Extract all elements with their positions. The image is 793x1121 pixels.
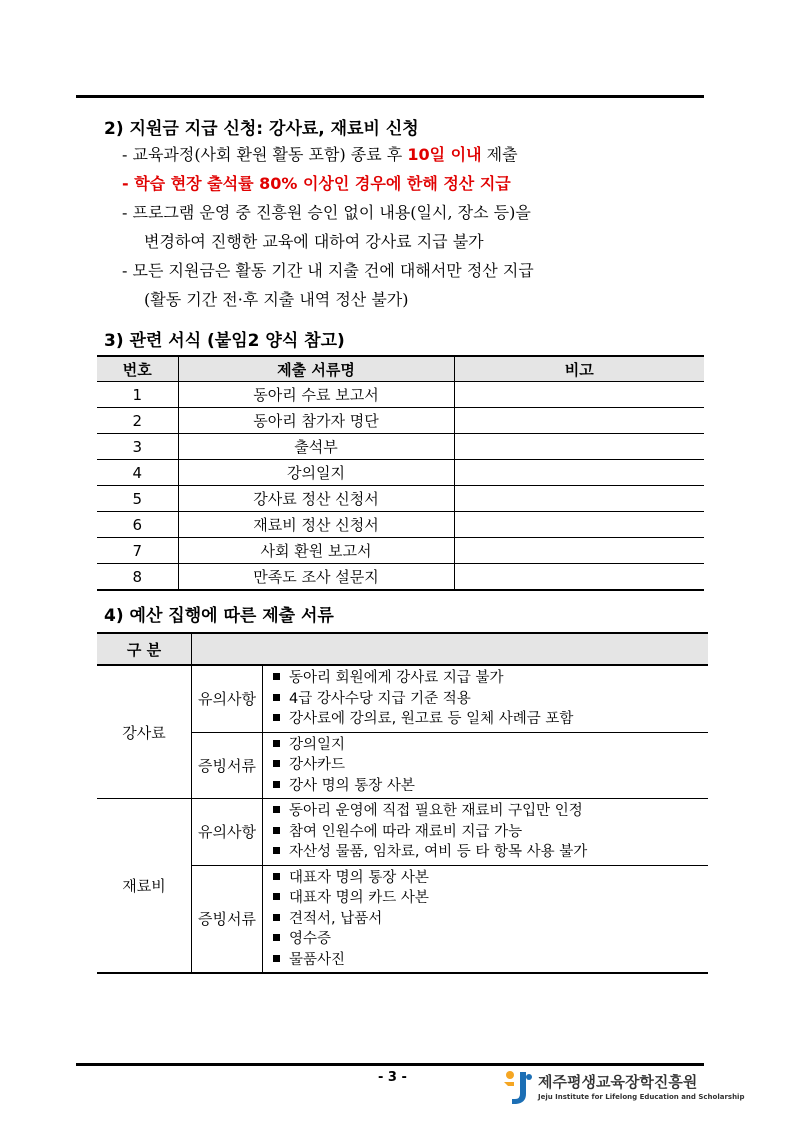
item-text: 강의일지 — [289, 736, 346, 753]
black-square-icon — [273, 714, 280, 721]
col-category: 구 분 — [97, 633, 192, 665]
list-item — [273, 755, 708, 776]
list-item — [273, 776, 708, 797]
org-subtitle: Jeju Institute for Lifelong Education and Scholarship — [538, 1093, 745, 1101]
black-square-icon — [273, 740, 280, 747]
item-text: 강사카드 — [289, 757, 346, 773]
notes-label: 유의사항 — [192, 665, 263, 732]
black-square-icon — [273, 673, 280, 680]
item-text: 4급 강사수당 지급 기준 적용 — [289, 690, 471, 707]
cell-name: 사회 환원 보고서 — [178, 538, 454, 564]
black-square-icon — [273, 760, 280, 767]
item-text: 자산성 물품, 임차료, 여비 등 타 항목 사용 불가 — [289, 844, 588, 860]
cell-note — [454, 538, 704, 564]
cell-name: 만족도 조사 설문지 — [178, 564, 454, 591]
org-logo-icon — [500, 1068, 534, 1106]
budget-docs-table — [97, 632, 708, 974]
top-rule — [76, 95, 704, 98]
list-item — [273, 822, 708, 843]
notes-list — [263, 799, 709, 866]
table-row — [97, 665, 708, 732]
proof-label: 증빙서류 — [192, 732, 263, 799]
item-text: 참여 인원수에 따라 재료비 지급 가능 — [289, 823, 523, 840]
forms-table — [97, 355, 704, 591]
cell-note — [454, 564, 704, 591]
cell-no: 2 — [97, 408, 178, 434]
black-square-icon — [273, 847, 280, 854]
cell-no: 8 — [97, 564, 178, 591]
section4-title: 4) 예산 집행에 따른 제출 서류 — [104, 606, 334, 626]
cell-name: 동아리 참가자 명단 — [178, 408, 454, 434]
deadline-highlight: 10일 이내 — [407, 145, 482, 164]
col-note: 비고 — [454, 356, 704, 382]
section2-title: 2) 지원금 지급 신청: 강사료, 재료비 신청 — [104, 119, 419, 139]
item-text: 강사료에 강의료, 원고료 등 일체 사례금 포함 — [289, 711, 574, 727]
list-item — [273, 950, 708, 971]
bullet-text: - 교육과정(사회 환원 활동 포함) 종료 후 — [122, 145, 408, 164]
category-material-fee: 재료비 — [97, 799, 192, 974]
col-number: 번호 — [97, 356, 178, 382]
page-number: - 3 - — [378, 1070, 407, 1085]
cell-note — [454, 512, 704, 538]
item-text: 동아리 회원에게 강사료 지급 불가 — [289, 670, 504, 686]
cell-name: 출석부 — [178, 434, 454, 460]
item-text: 견적서, 납품서 — [289, 910, 383, 927]
notes-list — [263, 665, 709, 732]
cell-note — [454, 434, 704, 460]
black-square-icon — [273, 694, 280, 701]
item-text: 동아리 운영에 직접 필요한 재료비 구입만 인정 — [289, 803, 583, 819]
section2-bullets — [122, 140, 722, 314]
cell-name: 강사료 정산 신청서 — [178, 486, 454, 512]
cell-no: 5 — [97, 486, 178, 512]
black-square-icon — [273, 955, 280, 962]
cell-no: 4 — [97, 460, 178, 486]
black-square-icon — [273, 893, 280, 900]
black-square-icon — [273, 781, 280, 788]
table-header-row — [97, 633, 708, 665]
org-name: 제주평생교육장학진흥원 — [538, 1073, 698, 1091]
list-item — [273, 842, 708, 863]
table-row — [97, 382, 704, 408]
item-text: 대표자 명의 통장 사본 — [289, 869, 429, 886]
cell-no: 1 — [97, 382, 178, 408]
list-item — [273, 929, 708, 950]
notes-label: 유의사항 — [192, 799, 263, 866]
bullet-change: - 프로그램 운영 중 진흥원 승인 없이 내용(일시, 장소 등)을 — [122, 203, 531, 222]
table-row — [97, 486, 704, 512]
item-text: 영수증 — [289, 931, 332, 947]
black-square-icon — [273, 873, 280, 880]
black-square-icon — [273, 827, 280, 834]
list-item — [273, 735, 708, 756]
item-text: 대표자 명의 카드 사본 — [289, 890, 429, 906]
table-header-row — [97, 356, 704, 382]
proof-list — [263, 732, 709, 799]
table-row — [97, 408, 704, 434]
col-detail-blank — [192, 633, 709, 665]
table-row — [97, 564, 704, 591]
org-logo — [500, 1068, 745, 1108]
list-item — [273, 801, 708, 822]
cell-name: 강의일지 — [178, 460, 454, 486]
proof-list — [263, 865, 709, 973]
list-item — [273, 668, 708, 689]
list-item — [273, 909, 708, 930]
list-item — [273, 709, 708, 730]
bullet-deadline — [122, 140, 722, 169]
bullet-period-cont: (활동 기간 전·후 지출 내역 정산 불가) — [144, 290, 409, 309]
cell-no: 3 — [97, 434, 178, 460]
list-item — [273, 888, 708, 909]
list-item — [273, 868, 708, 889]
cell-note — [454, 486, 704, 512]
item-text: 물품사진 — [289, 951, 346, 968]
section3-title: 3) 관련 서식 (붙임2 양식 참고) — [104, 331, 345, 351]
table-row — [97, 538, 704, 564]
black-square-icon — [273, 934, 280, 941]
list-item — [273, 689, 708, 710]
table-row — [97, 799, 708, 866]
col-document-name: 제출 서류명 — [178, 356, 454, 382]
bottom-rule — [76, 1063, 704, 1066]
category-lecturer-fee: 강사료 — [97, 665, 192, 799]
black-square-icon — [273, 914, 280, 921]
cell-no: 6 — [97, 512, 178, 538]
cell-no: 7 — [97, 538, 178, 564]
cell-name: 동아리 수료 보고서 — [178, 382, 454, 408]
cell-name: 재료비 정산 신청서 — [178, 512, 454, 538]
black-square-icon — [273, 806, 280, 813]
proof-label: 증빙서류 — [192, 865, 263, 973]
bullet-attendance: - 학습 현장 출석률 80% 이상인 경우에 한해 정산 지급 — [122, 174, 511, 193]
bullet-text: 제출 — [481, 145, 518, 164]
bullet-period: - 모든 지원금은 활동 기간 내 지출 건에 대해서만 정산 지급 — [122, 261, 534, 280]
table-row — [97, 512, 704, 538]
table-row — [97, 460, 704, 486]
item-text: 강사 명의 통장 사본 — [289, 777, 415, 794]
cell-note — [454, 460, 704, 486]
cell-note — [454, 408, 704, 434]
cell-note — [454, 382, 704, 408]
table-row — [97, 434, 704, 460]
bullet-change-cont: 변경하여 진행한 교육에 대하여 강사료 지급 불가 — [144, 232, 484, 251]
